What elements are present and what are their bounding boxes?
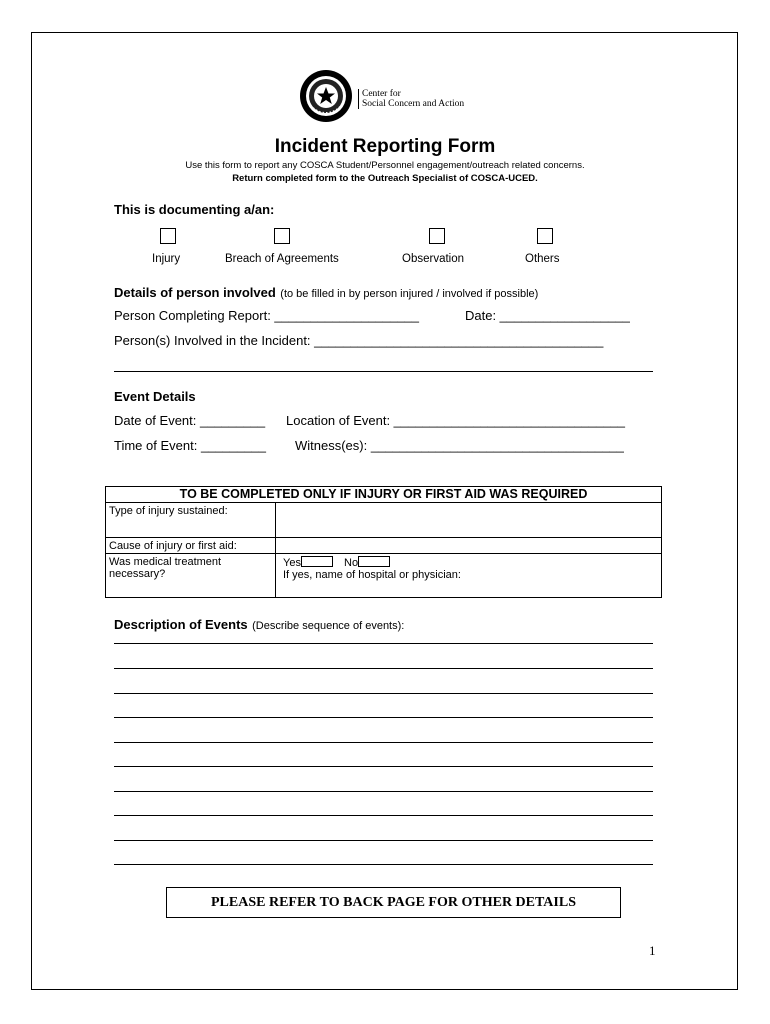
form-title: Incident Reporting Form [274, 136, 496, 157]
description-heading: Description of Events [114, 617, 248, 632]
description-note: (Describe sequence of events): [252, 620, 405, 632]
table-column-divider [275, 502, 276, 598]
cause-of-injury-label: Cause of injury or first aid: [109, 540, 237, 552]
description-line[interactable] [114, 742, 653, 743]
type-of-injury-input[interactable] [278, 504, 660, 536]
observation-checkbox[interactable] [429, 228, 445, 244]
university-seal-logo [299, 69, 353, 123]
yes-box[interactable] [301, 556, 333, 567]
documenting-heading: This is documenting a/an: [114, 202, 275, 217]
description-line[interactable] [114, 791, 653, 792]
person-details-note: (to be filled in by person injured / involved if possible) [280, 288, 539, 300]
form-instruction: Return completed form to the Outreach Specialist of COSCA-UCED. [232, 173, 538, 184]
medical-treatment-options [283, 556, 390, 569]
description-section [114, 616, 404, 634]
table-divider [106, 537, 661, 538]
breach-checkbox[interactable] [274, 228, 290, 244]
person-completing-field[interactable]: Person Completing Report: ____________________ [114, 308, 420, 323]
description-line[interactable] [114, 815, 653, 816]
event-details-heading: Event Details [114, 389, 196, 404]
form-subtitle: Use this form to report any COSCA Student/Personnel engagement/outreach related concerns. [185, 160, 585, 171]
description-line[interactable] [114, 693, 653, 694]
person-details-heading: Details of person involved [114, 285, 276, 300]
description-line[interactable] [114, 717, 653, 718]
observation-label: Observation [402, 253, 465, 265]
injury-table [105, 486, 662, 598]
no-box[interactable] [358, 556, 390, 567]
witnesses-field[interactable]: Witness(es): ___________________________________ [295, 438, 624, 453]
org-name [358, 89, 464, 109]
org-name-line2: Social Concern and Action [362, 99, 465, 109]
others-label: Others [525, 253, 560, 265]
person-details-section [114, 284, 538, 302]
hospital-label[interactable]: If yes, name of hospital or physician: [283, 569, 461, 581]
persons-involved-field[interactable]: Person(s) Involved in the Incident: ________________________________________ [114, 333, 604, 348]
org-name-line1: Center for [362, 89, 401, 99]
medical-treatment-label-line2: necessary? [109, 568, 166, 580]
description-line[interactable] [114, 643, 653, 644]
medical-treatment-label-line1: Was medical treatment [109, 556, 222, 568]
description-line[interactable] [114, 840, 653, 841]
cause-of-injury-input[interactable] [278, 539, 660, 552]
injury-label: Injury [152, 253, 181, 265]
yes-label: Yes [283, 557, 301, 569]
description-line[interactable] [114, 864, 653, 865]
breach-label: Breach of Agreements [225, 253, 339, 265]
injury-table-header: TO BE COMPLETED ONLY IF INJURY OR FIRST AID WAS REQUIRED [179, 487, 588, 501]
back-page-notice: PLEASE REFER TO BACK PAGE FOR OTHER DETAILS [166, 887, 621, 918]
table-divider [106, 553, 661, 554]
table-divider [106, 502, 661, 503]
medical-treatment-label [109, 556, 221, 580]
event-date-field[interactable]: Date of Event: _________ [114, 413, 266, 428]
type-of-injury-label: Type of injury sustained: [109, 505, 228, 517]
others-checkbox[interactable] [537, 228, 553, 244]
event-time-field[interactable]: Time of Event: _________ [114, 438, 267, 453]
description-line[interactable] [114, 766, 653, 767]
description-line[interactable] [114, 668, 653, 669]
report-date-field[interactable]: Date: __________________ [465, 308, 630, 323]
persons-involved-extra-line[interactable] [114, 371, 653, 372]
event-location-field[interactable]: Location of Event: ________________________________ [286, 413, 626, 428]
page-number: 1 [649, 943, 656, 958]
no-label: No [344, 557, 359, 569]
injury-checkbox[interactable] [160, 228, 176, 244]
